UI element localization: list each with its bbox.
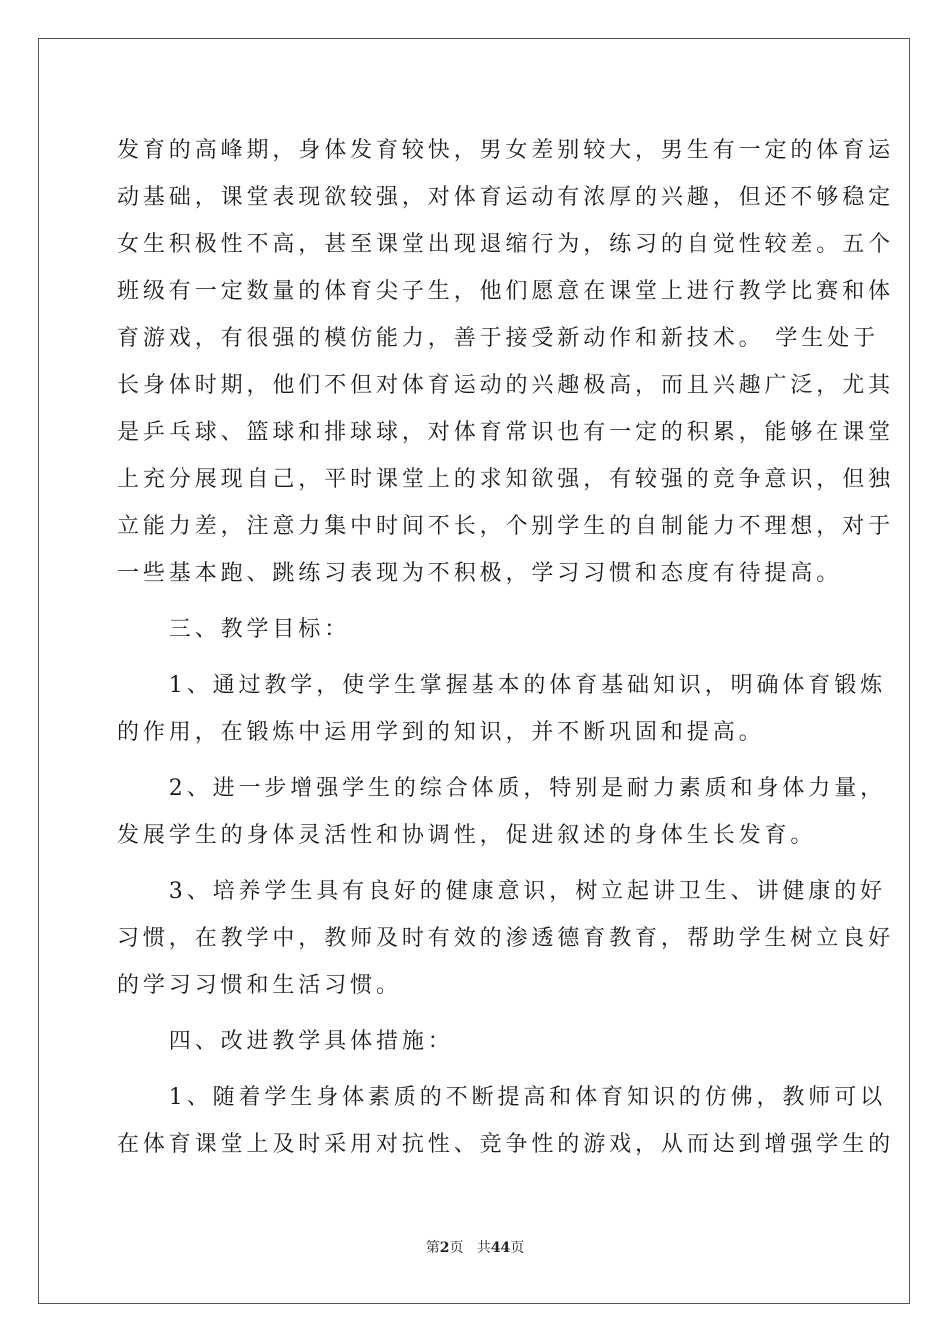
text-line: 立能力差，注意力集中时间不长，个别学生的自制能力不理想，对于 — [117, 514, 895, 539]
text-line: 一些基本跑、跳练习表现为不积极，学习习惯和态度有待提高。 — [117, 561, 843, 586]
text-line: 动基础，课堂表现欲较强，对体育运动有浓厚的兴趣，但还不够稳定 — [117, 185, 895, 210]
text-line: 3、培养学生具有良好的健康意识，树立起讲卫生、讲健康的好 — [117, 879, 886, 904]
text-line: 1、通过教学，使学生掌握基本的体育基础知识，明确体育锻炼 — [117, 673, 886, 698]
text-line: 的作用，在锻炼中运用学到的知识，并不断巩固和提高。 — [117, 720, 765, 745]
document-body — [117, 127, 895, 1168]
page-number: 2 — [439, 1240, 450, 1256]
page-prefix: 第 — [425, 1240, 440, 1256]
page-suffix: 页 — [449, 1240, 464, 1256]
page-footer — [0, 1238, 950, 1258]
total-prefix: 共 — [476, 1240, 491, 1256]
total-suffix: 页 — [510, 1240, 525, 1256]
text-line: 在体育课堂上及时采用对抗性、竞争性的游戏，从而达到增强学生的 — [117, 1132, 895, 1157]
text-line: 的学习习惯和生活习惯。 — [117, 973, 402, 998]
text-line: 女生积极性不高，甚至课堂出现退缩行为，练习的自觉性较差。五个 — [117, 232, 895, 257]
text-line: 长身体时期，他们不但对体育运动的兴趣极高，而且兴趣广泛，尤其 — [117, 373, 895, 398]
text-line: 1、随着学生身体素质的不断提高和体育知识的仿佛，教师可以 — [117, 1085, 886, 1110]
text-line: 育游戏，有很强的模仿能力，善于接受新动作和新技术。 学生处于 — [117, 326, 879, 351]
text-line: 是乒乓球、篮球和排球球，对体育常识也有一定的积累，能够在课堂 — [117, 420, 895, 445]
text-line: 2、进一步增强学生的综合体质，特别是耐力素质和身体力量， — [117, 776, 886, 801]
total-pages: 44 — [490, 1240, 511, 1256]
section-heading: 四、改进教学具体措施： — [117, 1029, 454, 1054]
text-line: 发育的高峰期，身体发育较快，男女差别较大，男生有一定的体育运 — [117, 138, 895, 163]
section-heading: 三、教学目标： — [117, 617, 351, 642]
text-line: 上充分展现自己，平时课堂上的求知欲强，有较强的竞争意识，但独 — [117, 467, 895, 492]
text-line: 班级有一定数量的体育尖子生，他们愿意在课堂上进行教学比赛和体 — [117, 279, 895, 304]
text-line: 习惯，在教学中，教师及时有效的渗透德育教育，帮助学生树立良好 — [117, 926, 895, 951]
text-line: 发展学生的身体灵活性和协调性，促进叙述的身体生长发育。 — [117, 823, 817, 848]
